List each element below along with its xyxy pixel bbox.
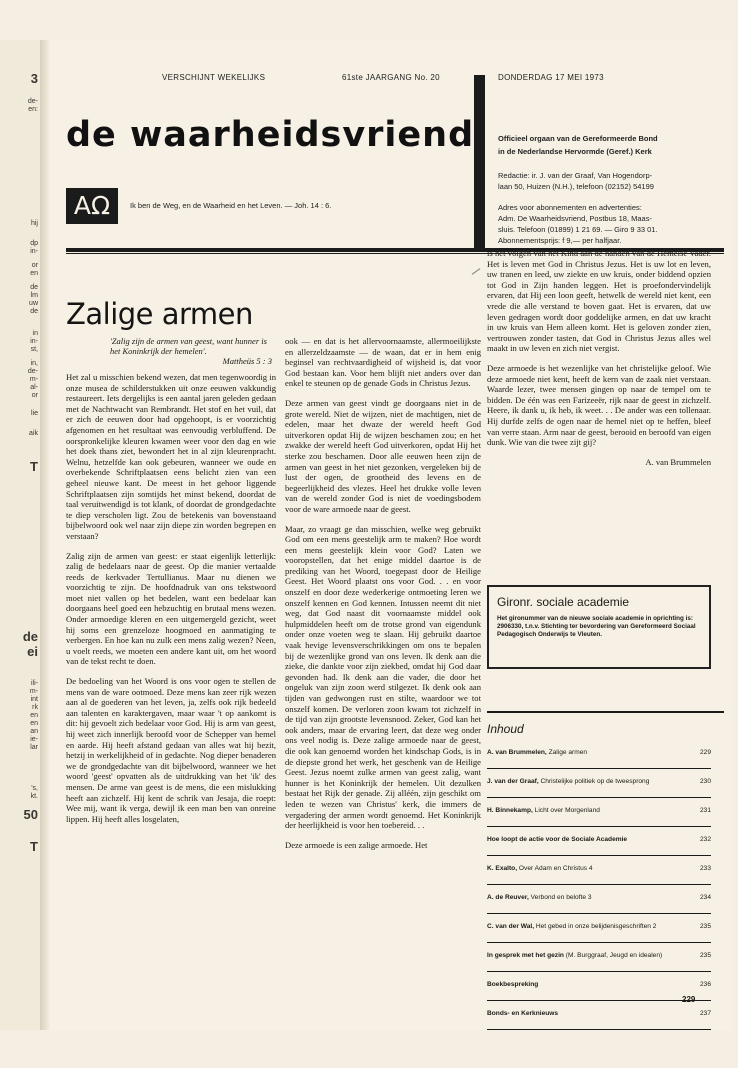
notice-box [487, 585, 711, 669]
contents-item-title: Licht over Morgenland [534, 807, 600, 814]
organ-line-1: Officieel orgaan van de Gereformeerde Bond [498, 134, 658, 143]
contents-author: K. Exalto, [487, 865, 518, 872]
contents-page: 237 [699, 1010, 711, 1017]
margin-fragment: de [22, 629, 38, 644]
contents-page: 234 [699, 894, 711, 901]
contents-page: 236 [699, 981, 711, 988]
admin-line-3: sluis. Telefoon (01899) 1 21 69. — Giro 9 33 01. [498, 225, 658, 234]
contents-item-title: Christelijke politiek op de tweesprong [540, 778, 650, 785]
paragraph: Deze armoede is een zalige armoede. Het [285, 839, 428, 850]
paragraph: ook — en dat is het allervoornaamste, allermoeilijkste en allerzeldzaamste — de waan, dat er in hem enig beginsel van rechtvaardigheid of wijsheid is, dat voor God bestaan kan. Voor hem blijft niet anders over dan enkel te steunen op de genade Gods in Christus Jezus. [285, 336, 481, 389]
contents-item [487, 863, 711, 885]
contents-page: 229 [699, 749, 711, 756]
contents-item [487, 776, 711, 798]
pencil-mark [472, 268, 481, 275]
margin-fragment: hij [30, 220, 38, 227]
paragraph: Zalig zijn de armen van geest: er staat eigenlijk letterlijk: zalig de bedelaars naar de geest. Op die manier vertaalde reeds de kerkvader Tertullianus. Maar nu dienen we voorzichtig te zijn. De hoofdnadruk van ons tekstwoord moet niet vallen op het bedelen, want een bedelaar kan doorgaans heel goed een hebzuchtig en brutaal mens wezen. Onder armoedige kleren en een uitgemergeld gezicht, weet hij soms een grenzeloze hoogmoed en aanmatiging te verbergen. En hoe kan nu zulk een mens zalig wezen? Neen, u voelt reeds, we moeten een andere kant uit, om het woord van de tekst recht te doen. [66, 550, 276, 667]
contents-page: 232 [699, 836, 711, 843]
paragraph: Maar, zo vraagt ge dan misschien, welke weg gebruikt God om een mens geestelijk arm te maken? Hoe wordt een mens geestelijk klein voor God? Laten we vooropstellen, dat het enige middel daartoe is de prediking van het Woord, toegepast door de Heilige Geest. Het Woord plaatst ons voor God. . . en voor onszelf en door deze wederkerige ontmoeting leren we onszelf kennen en God kennen. Intussen neemt dit niet weg, dat God naast dit voornaamste middel ook hulpmiddelen heeft om de trotse grond van eigendunk onder onze voeten weg te slaan. Hij gebruikt daartoe vaak hevige levensverschrikkingen om ons te bepalen bij de wezenlijke grond van ons leven. Ik denk aan die zieke, die dankte voor zijn ziekbed, omdat hij God daar gevonden had. Ik denk aan die vader, die door het ongeluk van zijn zoon werd stilgezet. Ik denk ook aan tijden van gedwongen rust en stilte, waardoor we tot onszelf komen. De verloren zoon kwam tot zichzelf in de tijd van zijn grootste levensnood. Zeker, God kan het ook anders, maar de ervaring leert, dat deze weg onder ons veel nodig is. Deze zalige armoede naar de geest, die ook kan genoemd worden het kindschap Gods, is in de diepste grond het werk, het geschenk van de Heilige Geest. Jezus noemt zulke armen van geest zalig, want hunner is het Koninkrijk der hemelen. Uit dezulken bestaat het Rijk der genade. Zij alléén, zijn geschikt om leden te wezen van Christus' kerk, die immers de vergadering der armen wordt genoemd. Het Koninkrijk der heerlijkheid is voor hen toebereid. . . [285, 523, 481, 831]
contents-author: H. Binnekamp, [487, 807, 533, 814]
page-number: 229 [682, 995, 696, 1004]
margin-fragment: ei [27, 644, 38, 659]
contents-list [487, 747, 711, 1037]
contents-page: 235 [699, 952, 711, 959]
margin-fragment: lie [30, 410, 38, 417]
epigraph-reference: Mattheüs 5 : 3 [222, 356, 272, 366]
contents-item [487, 921, 711, 943]
admin-line-1: Adres voor abonnementen en advertenties: [498, 203, 642, 212]
contents-author: Hoe loopt de actie voor de Sociale Academie [487, 836, 628, 843]
contents-item-title: Het gebed in onze belijdenisgeschriften 2 [535, 923, 657, 930]
margin-fragment: de lm uw de [29, 284, 38, 315]
paragraph: is het volgen van het Kind aan de handen van de Hemelse Vader. Het is leven met God in Christus Jezus. Het is uw lot en leven, uw tranen en leed, uw ziekte en uw kruis, onder biddend opzien tot God in Zijn handen leggen. Het is proefondervindelijk ervaren, dat Hij een loon geeft, hetwelk de wereld niet kent, een vrede die alle verstand te boven gaat. Het is ervaren, dat uw leven gedragen wordt door goddelijke armen, en dat uw kracht in uw kruis van Hem alleen komt. Het is geloven zonder zien, vertrouwen zonder tasten, dat God in Christus Jezus alles wel maakt in uw leven en zich niet vergist. [487, 248, 711, 354]
margin-fragment: dp in- [30, 240, 38, 255]
contents-item [487, 892, 711, 914]
motto: Ik ben de Weg, en de Waarheid en het Leven. — Joh. 14 : 6. [130, 201, 332, 210]
issue-date: DONDERDAG 17 MEI 1973 [498, 73, 604, 82]
admin-line-2: Adm. De Waarheidsvriend, Postbus 18, Maas- [498, 214, 652, 223]
contents-page: 235 [699, 923, 711, 930]
author-signature: A. van Brummelen [645, 456, 711, 467]
contents-page: 233 [699, 865, 711, 872]
margin-fragment: in, de- m- al- or [27, 360, 38, 399]
contents-item-title: Verbond en belofte 3 [530, 894, 592, 901]
volume-label: 61ste JAARGANG No. 20 [342, 73, 440, 82]
contents-item-title: (M. Burggraaf, Jeugd en idealen) [565, 952, 663, 959]
article-title: Zalige armen [66, 297, 253, 331]
article-column-1 [66, 372, 276, 833]
redactie-line-1: Redactie: ir. J. van der Graaf, Van Hogendorp- [498, 171, 653, 180]
contents-item [487, 834, 711, 856]
contents-item-title: Over Adam en Christus 4 [518, 865, 593, 872]
contents-item [487, 747, 711, 769]
margin-fragment: 3 [30, 71, 38, 86]
organ-line-2: in de Nederlandse Hervormde (Geref.) Kerk [498, 147, 652, 156]
contents-author: A. van Brummelen, [487, 749, 547, 756]
article-column-2 [285, 336, 481, 859]
redactie-line-2: laan 50, Huizen (N.H.), telefoon (02152) 54199 [498, 182, 654, 191]
contents-author: Bonds- en Kerknieuws [487, 1010, 559, 1017]
newspaper-page [50, 40, 732, 1030]
margin-fragment: aik [29, 430, 38, 437]
page-gutter [40, 40, 50, 1030]
paragraph: Deze armoede is het wezenlijke van het christelijke geloof. Wie deze armoede niet kent, heeft de kern van de zaak niet verstaan. Waarde lezer, twee mensen gingen op naar de tempel om te bidden. De één was een Farizeeër, rijk naar de geest in zichzelf. Heere, ik dank u, ik heb, ik weet. . . De ander was een tollenaar. Hij durfde zelfs de ogen naar de hemel niet op te heffen, bleef van verre staan. Arm naar de geest, berooid en beroofd van eigen dunk. Wie van die twee zijt gij? [487, 362, 711, 448]
margin-fragment: T [30, 839, 38, 854]
contents-item [487, 1008, 711, 1030]
contents-author: In gesprek met het gezin [487, 952, 564, 959]
notice-title: Gironr. sociale academie [497, 595, 630, 609]
margin-fragment: T [30, 459, 38, 474]
margin-fragment: ili- m- int rk en en an ie- lar [29, 680, 38, 751]
contents-rule [487, 711, 724, 713]
contents-page: 230 [699, 778, 711, 785]
margin-fragment: 50 [23, 807, 38, 822]
alpha-omega-logo: AΩ [66, 188, 118, 224]
previous-page-strip [0, 40, 41, 1030]
masthead-divider [474, 75, 485, 250]
epigraph-text: 'Zalig zijn de armen van geest, want hunner is het Koninkrijk der hemelen'. [110, 336, 267, 356]
paragraph: Het zal u misschien bekend wezen, dat men tegenwoordig in onze musea de schilderstukken uit onze eeuwen vakkundig restaureert. Iets dergelijks is een aantal jaren geleden gedaan met de Nachtwacht van Rembrandt. Het stof en het vuil, dat er zich de eeuwen door had opgehoopt, is er voorzichtig afgenomen en het resultaat was eenvoudig verbluffend. De oorspronkelijke kleuren kwamen weer voor den dag en wie het doek thans ziet, bewondert het in al zijn kleurenpracht. Welnu, hetzelfde kan ook gebeuren, wanneer we oude en overbekende Schriftplaatsen eens belicht zien van een geheel nieuwe kant. De meest in het gehoor liggende Schriftplaatsen zijn somtijds het minst bekend, doordat de taal veruitwendigd is tot klank, of doordat de grondgedachte te diep verscholen ligt. Zou de betekenis van bovenstaand bijbelwoord ook wel naar zijn diepe zin worden begrepen en verstaan? [66, 372, 276, 541]
contents-item [487, 979, 711, 1001]
contents-item-title: Zalige armen [548, 749, 588, 756]
paragraph: De bedoeling van het Woord is ons voor ogen te stellen de mens van de ware ootmoed. Deze mens kan zeer rijk wezen aan al de goederen van het leven, ja, zelfs ook rijk bedeeld aan talenten en karaktergaven, maar waar 't op aankomt is dit: hij gevoelt zich bedelaar voor God. Hij is arm van geest, hij weet zich innerlijk beroofd voor de Schepper van hemel en aarde. Hij heeft afstand gedaan van alles wat hij bezit, hetzij in werkelijkheid of in gedachte. Nog dieper benaderen we de grondgedachte van dit bijbelwoord, wanneer we het woord 'geest' opvatten als de uitdrukking van het 'ik' des mensen. De arme van geest is de mens, die een mislukking heeft aan zichzelf. Hij kent de schrik van Jesaja, die roept: Wee mij, want ik verga, dewijl ik een man ben van onreine lippen. Hij heeft alles losgelaten, [66, 676, 276, 824]
contents-author: A. de Reuver, [487, 894, 529, 901]
contents-title: Inhoud [487, 722, 524, 736]
admin-line-4: Abonnementsprijs: f 9,— per halfjaar. [498, 236, 622, 245]
contents-page: 231 [699, 807, 711, 814]
article-column-3 [487, 248, 711, 467]
margin-fragment: in in- st, [30, 330, 38, 353]
paragraph: Deze armen van geest vindt ge doorgaans niet in de grote wereld. Niet de wijzen, niet de machtigen, niet de edelen, maar het dwaze der wereld heeft God uitverkoren opdat Hij de wijzen beschamen zou; en het zwakke der wereld heeft God uitverkoren, opdat Hij het sterke zou beschamen. Door alle eeuwen heen zijn de armen van geest in het niet gezonken, vergeleken bij de lust der ogen, de grootheid des levens en de begeerlijkheid des vlezes. Heel het drukke volle leven van de wereld zonder God is niet de voedingsbodem voor de ware armoede naar de geest. [285, 397, 481, 514]
contents-author: Boekbespreking [487, 981, 539, 988]
epigraph [110, 336, 272, 366]
notice-body: Het gironummer van de nieuwe sociale academie in oprichting is: 2906330, t.n.v. Stichting ter bevordering van Gereformeerd Sociaal Pedagogisch Onderwijs te Vleuten. [497, 615, 696, 638]
margin-fragment: de- en: [27, 98, 38, 113]
masthead-title: de waarheidsvriend [66, 115, 475, 155]
margin-fragment: 's, kt. [30, 785, 38, 800]
contents-author: J. van der Graaf, [487, 778, 539, 785]
contents-item [487, 950, 711, 972]
contents-item [487, 805, 711, 827]
contents-author: C. van der Wal, [487, 923, 535, 930]
frequency-label: VERSCHIJNT WEKELIJKS [162, 73, 266, 82]
margin-fragment: or en [30, 262, 38, 277]
